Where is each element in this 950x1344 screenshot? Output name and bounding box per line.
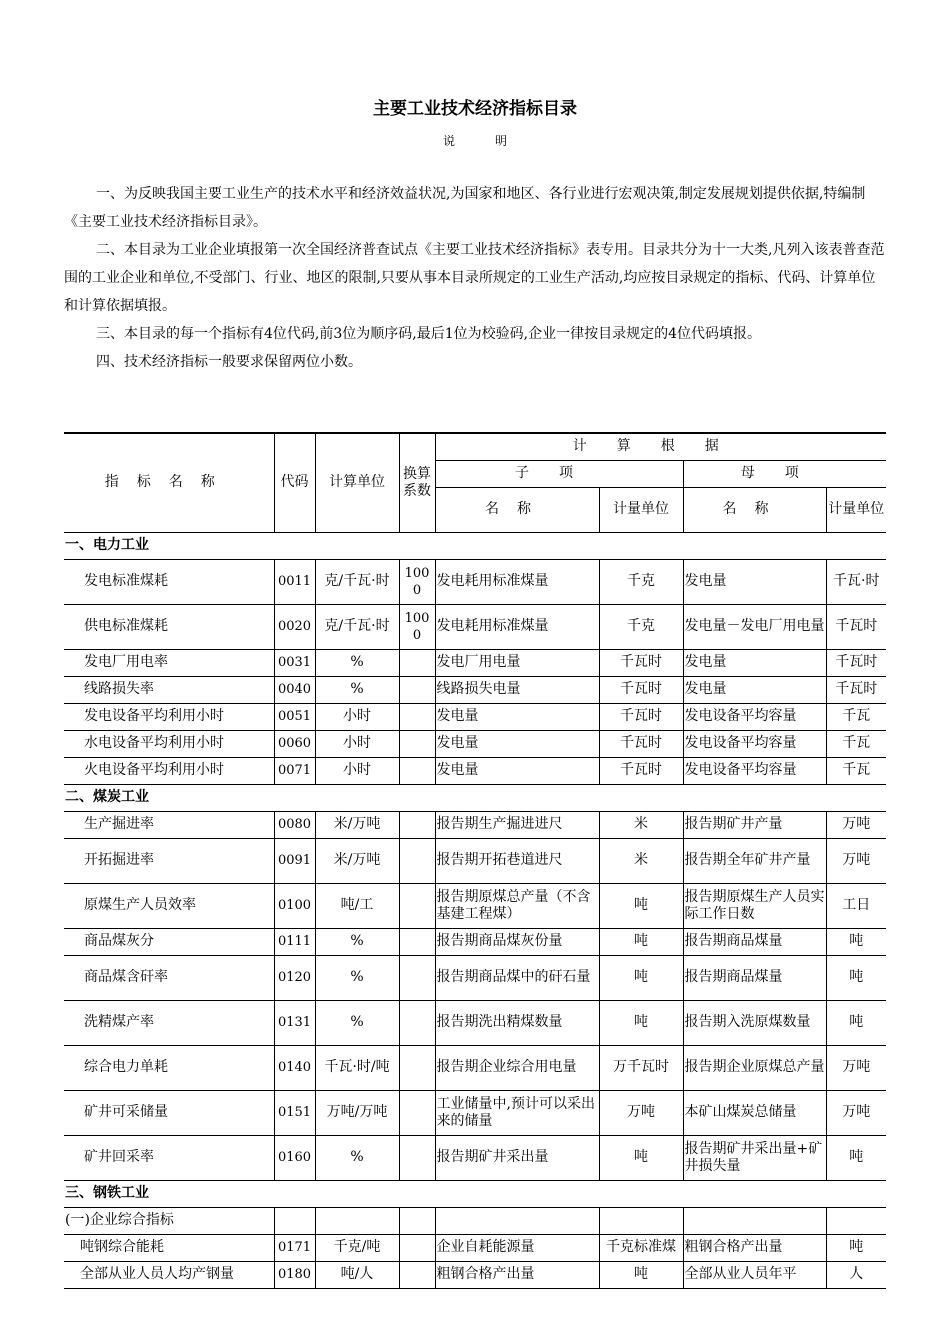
cell-indicator-name: 吨钢综合能耗 xyxy=(64,1234,274,1261)
subsection-row xyxy=(64,1207,886,1234)
cell-sub-name: 报告期开拓巷道进尺 xyxy=(435,838,599,883)
cell-factor xyxy=(399,883,435,928)
cell-mom-unit: 吨 xyxy=(826,1000,886,1045)
empty-cell xyxy=(435,1207,599,1234)
cell-unit: % xyxy=(315,1135,399,1180)
cell-sub-unit: 千瓦时 xyxy=(599,703,683,730)
table-row xyxy=(64,559,886,604)
cell-mom-name: 发电设备平均容量 xyxy=(683,703,826,730)
cell-code: 0011 xyxy=(274,559,315,604)
cell-unit: 万吨/万吨 xyxy=(315,1090,399,1135)
cell-mom-unit: 千瓦时 xyxy=(826,676,886,703)
cell-mom-unit: 千瓦时 xyxy=(826,649,886,676)
cell-mom-unit: 万吨 xyxy=(826,838,886,883)
cell-sub-name: 企业自耗能源量 xyxy=(435,1234,599,1261)
cell-sub-unit: 万千瓦时 xyxy=(599,1045,683,1090)
cell-sub-unit: 吨 xyxy=(599,1135,683,1180)
cell-mom-unit: 千瓦 xyxy=(826,730,886,757)
cell-sub-name: 报告期原煤总产量（不含基建工程煤） xyxy=(435,883,599,928)
cell-unit: % xyxy=(315,928,399,955)
cell-mom-name: 发电设备平均容量 xyxy=(683,730,826,757)
page-subtitle: 说明 xyxy=(442,134,547,148)
intro-paragraph: 一、为反映我国主要工业生产的技术水平和经济效益状况,为国家和地区、各行业进行宏观决策,制定发展规划提供依据,特编制《主要工业技术经济指标目录》。 xyxy=(64,186,866,230)
cell-sub-unit: 米 xyxy=(599,838,683,883)
cell-sub-unit: 千克 xyxy=(599,604,683,649)
cell-sub-unit: 吨 xyxy=(599,883,683,928)
empty-cell xyxy=(315,1207,399,1234)
cell-sub-name: 报告期商品煤中的矸石量 xyxy=(435,955,599,1000)
cell-mom-unit: 万吨 xyxy=(826,1045,886,1090)
cell-factor: 1000 xyxy=(399,559,435,604)
cell-mom-name: 粗钢合格产出量 xyxy=(683,1234,826,1261)
cell-code: 0071 xyxy=(274,757,315,784)
cell-factor xyxy=(399,928,435,955)
cell-unit: 吨/工 xyxy=(315,883,399,928)
cell-mom-unit: 吨 xyxy=(826,1234,886,1261)
table-row xyxy=(64,649,886,676)
cell-sub-name: 线路损失电量 xyxy=(435,676,599,703)
cell-mom-unit: 吨 xyxy=(826,1135,886,1180)
cell-sub-name: 报告期矿井采出量 xyxy=(435,1135,599,1180)
cell-mom-name: 报告期商品煤量 xyxy=(683,928,826,955)
cell-sub-name: 发电量 xyxy=(435,730,599,757)
cell-indicator-name: 发电设备平均利用小时 xyxy=(64,703,274,730)
cell-factor xyxy=(399,676,435,703)
table-row xyxy=(64,1045,886,1090)
cell-sub-name: 报告期生产掘进进尺 xyxy=(435,811,599,838)
cell-sub-unit: 万吨 xyxy=(599,1090,683,1135)
cell-factor xyxy=(399,703,435,730)
cell-sub-unit: 吨 xyxy=(599,955,683,1000)
cell-sub-unit: 吨 xyxy=(599,928,683,955)
table-row xyxy=(64,757,886,784)
section-title: 三、钢铁工业 xyxy=(64,1180,886,1207)
cell-code: 0091 xyxy=(274,838,315,883)
table-row xyxy=(64,1090,886,1135)
cell-mom-unit: 万吨 xyxy=(826,1090,886,1135)
cell-code: 0131 xyxy=(274,1000,315,1045)
cell-factor xyxy=(399,1000,435,1045)
table-row xyxy=(64,604,886,649)
cell-sub-unit: 米 xyxy=(599,811,683,838)
section-title: 二、煤炭工业 xyxy=(64,784,886,811)
cell-mom-unit: 万吨 xyxy=(826,811,886,838)
cell-code: 0040 xyxy=(274,676,315,703)
cell-code: 0151 xyxy=(274,1090,315,1135)
cell-indicator-name: 水电设备平均利用小时 xyxy=(64,730,274,757)
cell-sub-name: 报告期商品煤灰份量 xyxy=(435,928,599,955)
cell-indicator-name: 矿井回采率 xyxy=(64,1135,274,1180)
cell-indicator-name: 供电标准煤耗 xyxy=(64,604,274,649)
cell-mom-name: 发电量－发电厂用电量 xyxy=(683,604,826,649)
cell-indicator-name: 发电标准煤耗 xyxy=(64,559,274,604)
header-unit: 计算单位 xyxy=(315,433,399,532)
cell-indicator-name: 火电设备平均利用小时 xyxy=(64,757,274,784)
cell-factor xyxy=(399,757,435,784)
table-row xyxy=(64,1135,886,1180)
header-denominator: 母项 xyxy=(683,460,886,487)
header-basis: 计算根据 xyxy=(435,433,886,460)
intro-paragraph: 二、本目录为工业企业填报第一次全国经济普查试点《主要工业技术经济指标》表专用。目录共分为十一大类,凡列入该表普查范围的工业企业和单位,不受部门、行业、地区的限制,只要从事本目录所规定的工业生产活动,均应按目录规定的指标、代码、计算单位和计算依据填报。 xyxy=(64,242,885,314)
cell-unit: 小时 xyxy=(315,703,399,730)
cell-unit: 千克/吨 xyxy=(315,1234,399,1261)
cell-sub-unit: 千瓦时 xyxy=(599,730,683,757)
cell-indicator-name: 开拓掘进率 xyxy=(64,838,274,883)
cell-code: 0120 xyxy=(274,955,315,1000)
page-title: 主要工业技术经济指标目录 xyxy=(373,99,577,119)
cell-unit: % xyxy=(315,955,399,1000)
empty-cell xyxy=(826,1207,886,1234)
cell-code: 0111 xyxy=(274,928,315,955)
cell-mom-name: 全部从业人员年平 xyxy=(683,1261,826,1288)
table-row xyxy=(64,1261,886,1288)
intro-paragraph: 四、技术经济指标一般要求保留两位小数。 xyxy=(96,354,362,370)
section-row xyxy=(64,532,886,559)
cell-unit: % xyxy=(315,649,399,676)
table-row xyxy=(64,883,886,928)
table-body xyxy=(64,532,886,1288)
cell-indicator-name: 生产掘进率 xyxy=(64,811,274,838)
cell-mom-name: 报告期矿井采出量+矿井损失量 xyxy=(683,1135,826,1180)
cell-sub-name: 报告期企业综合用电量 xyxy=(435,1045,599,1090)
cell-code: 0020 xyxy=(274,604,315,649)
cell-mom-name: 发电量 xyxy=(683,649,826,676)
cell-code: 0031 xyxy=(274,649,315,676)
cell-mom-name: 报告期全年矿井产量 xyxy=(683,838,826,883)
cell-sub-name: 工业储量中,预计可以采出来的储量 xyxy=(435,1090,599,1135)
cell-code: 0180 xyxy=(274,1261,315,1288)
cell-sub-unit: 千克标准煤 xyxy=(599,1234,683,1261)
cell-unit: % xyxy=(315,676,399,703)
cell-sub-name: 发电耗用标准煤量 xyxy=(435,604,599,649)
header-mom-name: 名称 xyxy=(683,487,826,532)
header-mom-unit: 计量单位 xyxy=(826,487,886,532)
table-row xyxy=(64,811,886,838)
cell-mom-name: 发电量 xyxy=(683,559,826,604)
cell-mom-unit: 千瓦 xyxy=(826,757,886,784)
cell-factor xyxy=(399,1261,435,1288)
header-indicator-name: 指标名称 xyxy=(64,433,274,532)
cell-unit: % xyxy=(315,1000,399,1045)
cell-indicator-name: 商品煤灰分 xyxy=(64,928,274,955)
table-row xyxy=(64,703,886,730)
cell-mom-name: 报告期企业原煤总产量 xyxy=(683,1045,826,1090)
cell-mom-name: 报告期入洗原煤数量 xyxy=(683,1000,826,1045)
cell-code: 0100 xyxy=(274,883,315,928)
cell-indicator-name: 线路损失率 xyxy=(64,676,274,703)
cell-code: 0171 xyxy=(274,1234,315,1261)
cell-factor xyxy=(399,1234,435,1261)
table-row xyxy=(64,955,886,1000)
cell-sub-name: 报告期洗出精煤数量 xyxy=(435,1000,599,1045)
header-code: 代码 xyxy=(274,433,315,532)
cell-sub-name: 发电厂用电量 xyxy=(435,649,599,676)
cell-sub-name: 发电量 xyxy=(435,703,599,730)
cell-factor: 1000 xyxy=(399,604,435,649)
cell-indicator-name: 洗精煤产率 xyxy=(64,1000,274,1045)
intro-section xyxy=(64,180,886,376)
cell-code: 0160 xyxy=(274,1135,315,1180)
empty-cell xyxy=(599,1207,683,1234)
cell-indicator-name: 原煤生产人员效率 xyxy=(64,883,274,928)
cell-mom-name: 报告期原煤生产人员实际工作日数 xyxy=(683,883,826,928)
cell-code: 0060 xyxy=(274,730,315,757)
cell-factor xyxy=(399,649,435,676)
table-header xyxy=(64,433,886,532)
table-row xyxy=(64,676,886,703)
table-row xyxy=(64,838,886,883)
section-row xyxy=(64,784,886,811)
cell-mom-unit: 千瓦·时 xyxy=(826,559,886,604)
cell-indicator-name: 商品煤含矸率 xyxy=(64,955,274,1000)
cell-sub-unit: 千瓦时 xyxy=(599,649,683,676)
header-sub-unit: 计量单位 xyxy=(599,487,683,532)
cell-sub-name: 发电量 xyxy=(435,757,599,784)
cell-sub-unit: 千克 xyxy=(599,559,683,604)
table-row xyxy=(64,1000,886,1045)
cell-mom-name: 发电设备平均容量 xyxy=(683,757,826,784)
cell-sub-name: 粗钢合格产出量 xyxy=(435,1261,599,1288)
cell-unit: 千瓦·时/吨 xyxy=(315,1045,399,1090)
cell-factor xyxy=(399,955,435,1000)
cell-unit: 小时 xyxy=(315,757,399,784)
empty-cell xyxy=(274,1207,315,1234)
cell-code: 0051 xyxy=(274,703,315,730)
cell-mom-unit: 千瓦 xyxy=(826,703,886,730)
cell-unit: 米/万吨 xyxy=(315,811,399,838)
cell-unit: 克/千瓦·时 xyxy=(315,604,399,649)
cell-sub-name: 发电耗用标准煤量 xyxy=(435,559,599,604)
cell-factor xyxy=(399,838,435,883)
cell-mom-unit: 人 xyxy=(826,1261,886,1288)
cell-mom-unit: 吨 xyxy=(826,928,886,955)
cell-factor xyxy=(399,1045,435,1090)
cell-factor xyxy=(399,1090,435,1135)
header-factor: 换算系数 xyxy=(399,433,435,532)
subsection-title: (一)企业综合指标 xyxy=(64,1207,274,1234)
cell-indicator-name: 全部从业人员人均产钢量 xyxy=(64,1261,274,1288)
cell-unit: 米/万吨 xyxy=(315,838,399,883)
cell-mom-name: 报告期商品煤量 xyxy=(683,955,826,1000)
table-row xyxy=(64,928,886,955)
cell-indicator-name: 发电厂用电率 xyxy=(64,649,274,676)
cell-sub-unit: 千瓦时 xyxy=(599,676,683,703)
cell-sub-unit: 吨 xyxy=(599,1000,683,1045)
cell-code: 0080 xyxy=(274,811,315,838)
cell-factor xyxy=(399,811,435,838)
section-row xyxy=(64,1180,886,1207)
empty-cell xyxy=(399,1207,435,1234)
header-numerator: 子项 xyxy=(435,460,683,487)
cell-sub-unit: 千瓦时 xyxy=(599,757,683,784)
cell-mom-name: 本矿山煤炭总储量 xyxy=(683,1090,826,1135)
header-sub-name: 名称 xyxy=(435,487,599,532)
cell-mom-unit: 工日 xyxy=(826,883,886,928)
cell-mom-unit: 千瓦时 xyxy=(826,604,886,649)
cell-unit: 吨/人 xyxy=(315,1261,399,1288)
empty-cell xyxy=(683,1207,826,1234)
cell-mom-unit: 吨 xyxy=(826,955,886,1000)
indicator-table xyxy=(64,432,886,1289)
cell-mom-name: 报告期矿井产量 xyxy=(683,811,826,838)
intro-paragraph: 三、本目录的每一个指标有4位代码,前3位为顺序码,最后1位为校验码,企业一律按目录规定的4位代码填报。 xyxy=(96,326,761,342)
cell-code: 0140 xyxy=(274,1045,315,1090)
cell-factor xyxy=(399,730,435,757)
table-row xyxy=(64,1234,886,1261)
cell-indicator-name: 矿井可采储量 xyxy=(64,1090,274,1135)
cell-unit: 小时 xyxy=(315,730,399,757)
cell-mom-name: 发电量 xyxy=(683,676,826,703)
table-row xyxy=(64,730,886,757)
cell-sub-unit: 吨 xyxy=(599,1261,683,1288)
cell-indicator-name: 综合电力单耗 xyxy=(64,1045,274,1090)
section-title: 一、电力工业 xyxy=(64,532,886,559)
cell-factor xyxy=(399,1135,435,1180)
cell-unit: 克/千瓦·时 xyxy=(315,559,399,604)
